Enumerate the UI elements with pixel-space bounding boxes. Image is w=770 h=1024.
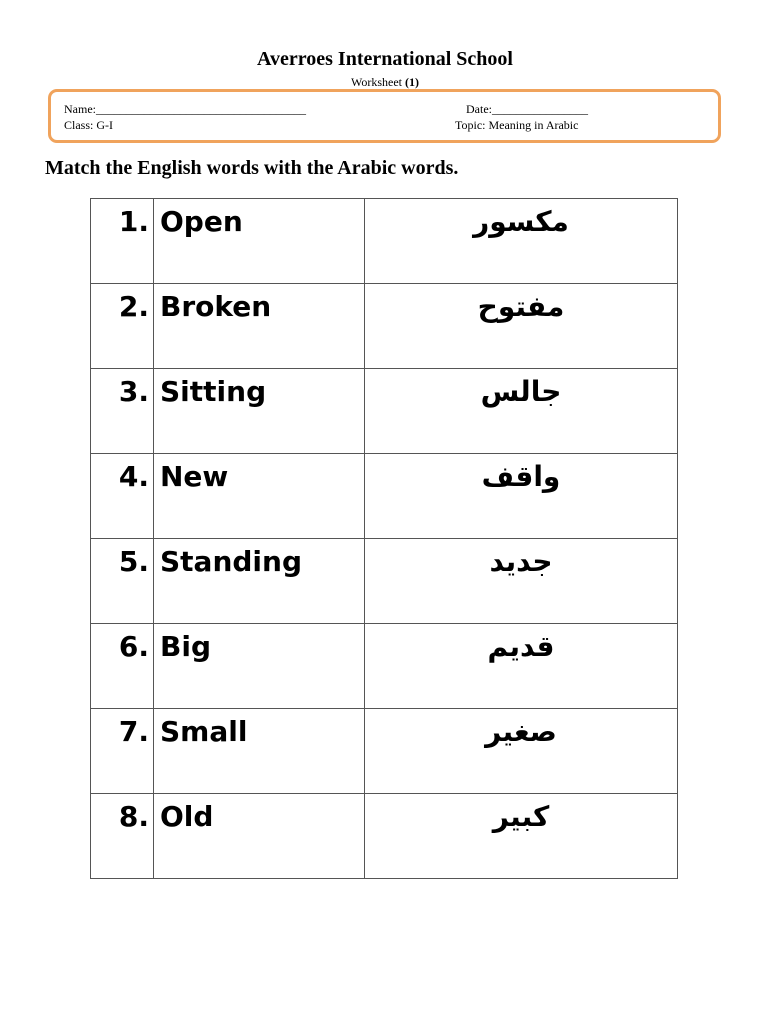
- worksheet-number: (1): [405, 75, 420, 89]
- name-field[interactable]: Name:___________________________________: [64, 102, 306, 116]
- worksheet-subtitle: [0, 75, 770, 90]
- arabic-word[interactable]: مكسور: [365, 199, 678, 284]
- school-title: Averroes International School: [257, 48, 513, 70]
- table-row: [91, 454, 678, 539]
- arabic-word[interactable]: جالس: [365, 369, 678, 454]
- student-info-box: [48, 89, 721, 143]
- arabic-word[interactable]: كبير: [365, 794, 678, 879]
- row-number: 3.: [91, 369, 154, 454]
- row-number: 8.: [91, 794, 154, 879]
- english-word[interactable]: New: [154, 454, 365, 539]
- row-number: 5.: [91, 539, 154, 624]
- table-row: [91, 794, 678, 879]
- table-row: [91, 539, 678, 624]
- matching-table: [90, 198, 678, 879]
- english-word[interactable]: Big: [154, 624, 365, 709]
- topic-label: Topic: Meaning in Arabic: [455, 118, 579, 132]
- class-label: Class: G-I: [64, 118, 113, 132]
- english-word[interactable]: Old: [154, 794, 365, 879]
- arabic-word[interactable]: جديد: [365, 539, 678, 624]
- english-word[interactable]: Sitting: [154, 369, 365, 454]
- table-row: [91, 199, 678, 284]
- date-field[interactable]: Date:________________: [466, 102, 588, 116]
- table-row: [91, 709, 678, 794]
- table-row: [91, 624, 678, 709]
- table-row: [91, 284, 678, 369]
- row-number: 6.: [91, 624, 154, 709]
- arabic-word[interactable]: مفتوح: [365, 284, 678, 369]
- english-word[interactable]: Standing: [154, 539, 365, 624]
- instruction-heading: Match the English words with the Arabic words.: [45, 157, 459, 179]
- worksheet-label: Worksheet: [350, 75, 403, 89]
- row-number: 4.: [91, 454, 154, 539]
- row-number: 7.: [91, 709, 154, 794]
- row-number: 2.: [91, 284, 154, 369]
- arabic-word[interactable]: قديم: [365, 624, 678, 709]
- table-row: [91, 369, 678, 454]
- english-word[interactable]: Small: [154, 709, 365, 794]
- english-word[interactable]: Open: [154, 199, 365, 284]
- arabic-word[interactable]: صغير: [365, 709, 678, 794]
- row-number: 1.: [91, 199, 154, 284]
- arabic-word[interactable]: واقف: [365, 454, 678, 539]
- english-word[interactable]: Broken: [154, 284, 365, 369]
